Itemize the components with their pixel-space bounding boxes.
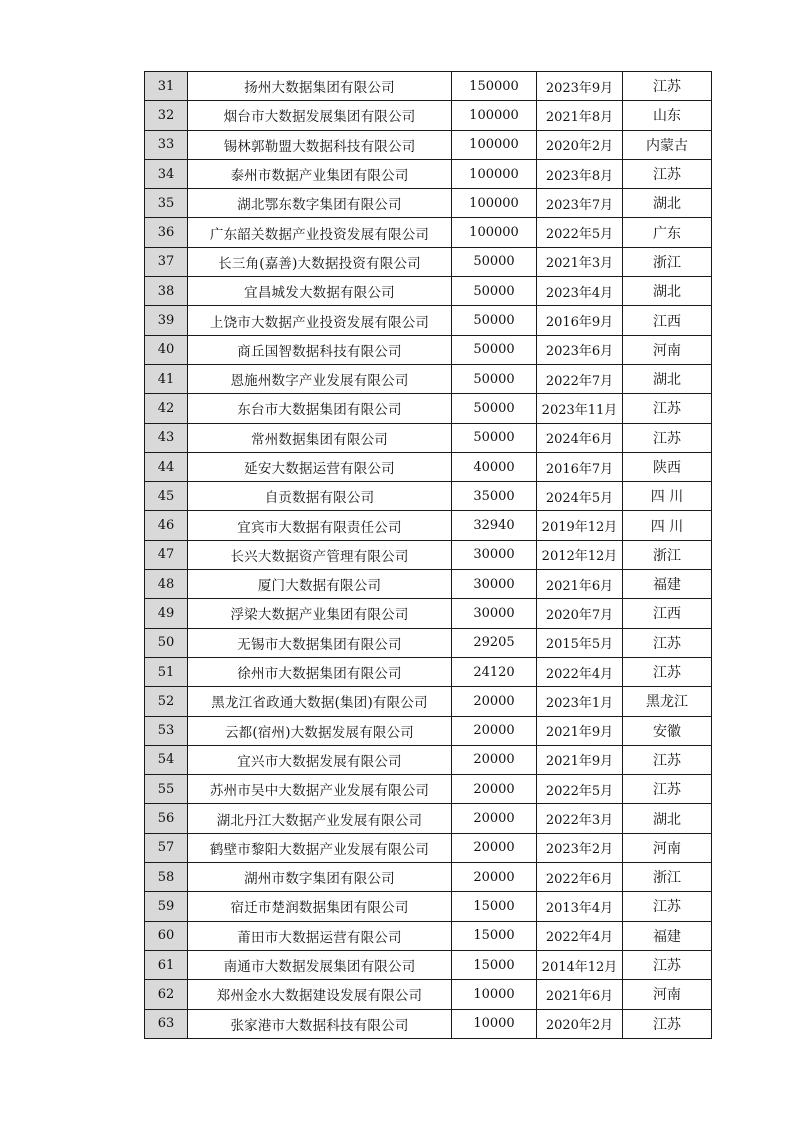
row-index-cell: 31 xyxy=(145,72,188,101)
established-date-cell: 2021年6月 xyxy=(537,980,623,1009)
province-cell: 江苏 xyxy=(623,159,712,188)
row-index-cell: 42 xyxy=(145,394,188,423)
registered-capital-cell: 10000 xyxy=(452,1009,537,1038)
table-row xyxy=(145,277,712,306)
established-date-cell: 2023年9月 xyxy=(537,72,623,101)
established-date-cell: 2021年9月 xyxy=(537,716,623,745)
row-index-cell: 56 xyxy=(145,804,188,833)
row-index-cell: 40 xyxy=(145,335,188,364)
registered-capital-cell: 29205 xyxy=(452,628,537,657)
province-cell: 湖北 xyxy=(623,364,712,393)
row-index-cell: 48 xyxy=(145,570,188,599)
table-row xyxy=(145,599,712,628)
row-index-cell: 60 xyxy=(145,921,188,950)
registered-capital-cell: 15000 xyxy=(452,950,537,979)
table-row xyxy=(145,892,712,921)
province-cell: 江西 xyxy=(623,599,712,628)
established-date-cell: 2021年3月 xyxy=(537,247,623,276)
company-name-cell: 烟台市大数据发展集团有限公司 xyxy=(188,101,452,130)
established-date-cell: 2020年2月 xyxy=(537,1009,623,1038)
row-index-cell: 44 xyxy=(145,452,188,481)
registered-capital-cell: 50000 xyxy=(452,247,537,276)
province-cell: 山东 xyxy=(623,101,712,130)
established-date-cell: 2022年7月 xyxy=(537,364,623,393)
company-name-cell: 浮梁大数据产业集团有限公司 xyxy=(188,599,452,628)
company-name-cell: 苏州市吴中大数据产业发展有限公司 xyxy=(188,775,452,804)
table-row xyxy=(145,745,712,774)
registered-capital-cell: 20000 xyxy=(452,775,537,804)
table-row xyxy=(145,159,712,188)
table-row xyxy=(145,687,712,716)
established-date-cell: 2014年12月 xyxy=(537,950,623,979)
established-date-cell: 2022年5月 xyxy=(537,218,623,247)
registered-capital-cell: 100000 xyxy=(452,189,537,218)
row-index-cell: 58 xyxy=(145,863,188,892)
established-date-cell: 2022年6月 xyxy=(537,863,623,892)
row-index-cell: 46 xyxy=(145,511,188,540)
row-index-cell: 54 xyxy=(145,745,188,774)
company-name-cell: 常州数据集团有限公司 xyxy=(188,423,452,452)
row-index-cell: 62 xyxy=(145,980,188,1009)
province-cell: 江苏 xyxy=(623,72,712,101)
established-date-cell: 2022年3月 xyxy=(537,804,623,833)
registered-capital-cell: 150000 xyxy=(452,72,537,101)
established-date-cell: 2023年6月 xyxy=(537,335,623,364)
registered-capital-cell: 100000 xyxy=(452,101,537,130)
registered-capital-cell: 15000 xyxy=(452,921,537,950)
table-row xyxy=(145,833,712,862)
registered-capital-cell: 32940 xyxy=(452,511,537,540)
table-row xyxy=(145,540,712,569)
row-index-cell: 32 xyxy=(145,101,188,130)
registered-capital-cell: 20000 xyxy=(452,687,537,716)
province-cell: 江苏 xyxy=(623,628,712,657)
row-index-cell: 34 xyxy=(145,159,188,188)
company-name-cell: 扬州大数据集团有限公司 xyxy=(188,72,452,101)
province-cell: 湖北 xyxy=(623,277,712,306)
province-cell: 江苏 xyxy=(623,892,712,921)
registered-capital-cell: 24120 xyxy=(452,657,537,686)
row-index-cell: 50 xyxy=(145,628,188,657)
row-index-cell: 53 xyxy=(145,716,188,745)
company-name-cell: 商丘国智数据科技有限公司 xyxy=(188,335,452,364)
table-row xyxy=(145,482,712,511)
table-row xyxy=(145,980,712,1009)
table-row xyxy=(145,189,712,218)
row-index-cell: 38 xyxy=(145,277,188,306)
established-date-cell: 2021年9月 xyxy=(537,745,623,774)
company-name-cell: 上饶市大数据产业投资发展有限公司 xyxy=(188,306,452,335)
company-name-cell: 广东韶关数据产业投资发展有限公司 xyxy=(188,218,452,247)
company-table xyxy=(144,71,712,1039)
table-row xyxy=(145,804,712,833)
table-row xyxy=(145,657,712,686)
province-cell: 江苏 xyxy=(623,775,712,804)
registered-capital-cell: 50000 xyxy=(452,364,537,393)
company-name-cell: 黑龙江省政通大数据(集团)有限公司 xyxy=(188,687,452,716)
established-date-cell: 2021年8月 xyxy=(537,101,623,130)
row-index-cell: 49 xyxy=(145,599,188,628)
registered-capital-cell: 50000 xyxy=(452,394,537,423)
row-index-cell: 39 xyxy=(145,306,188,335)
registered-capital-cell: 50000 xyxy=(452,423,537,452)
province-cell: 福建 xyxy=(623,921,712,950)
established-date-cell: 2022年5月 xyxy=(537,775,623,804)
table-row xyxy=(145,394,712,423)
company-name-cell: 莆田市大数据运营有限公司 xyxy=(188,921,452,950)
province-cell: 江苏 xyxy=(623,657,712,686)
established-date-cell: 2024年6月 xyxy=(537,423,623,452)
established-date-cell: 2023年8月 xyxy=(537,159,623,188)
table-row xyxy=(145,950,712,979)
registered-capital-cell: 20000 xyxy=(452,833,537,862)
province-cell: 广东 xyxy=(623,218,712,247)
established-date-cell: 2013年4月 xyxy=(537,892,623,921)
registered-capital-cell: 30000 xyxy=(452,599,537,628)
table-row xyxy=(145,335,712,364)
company-name-cell: 延安大数据运营有限公司 xyxy=(188,452,452,481)
company-name-cell: 南通市大数据发展集团有限公司 xyxy=(188,950,452,979)
province-cell: 内蒙古 xyxy=(623,130,712,159)
province-cell: 湖北 xyxy=(623,189,712,218)
established-date-cell: 2019年12月 xyxy=(537,511,623,540)
province-cell: 陕西 xyxy=(623,452,712,481)
company-name-cell: 宿迁市楚润数据集团有限公司 xyxy=(188,892,452,921)
table-row xyxy=(145,570,712,599)
registered-capital-cell: 20000 xyxy=(452,716,537,745)
company-name-cell: 鹤壁市黎阳大数据产业发展有限公司 xyxy=(188,833,452,862)
company-name-cell: 长三角(嘉善)大数据投资有限公司 xyxy=(188,247,452,276)
table-body xyxy=(145,72,712,1039)
row-index-cell: 41 xyxy=(145,364,188,393)
established-date-cell: 2016年7月 xyxy=(537,452,623,481)
province-cell: 江苏 xyxy=(623,950,712,979)
row-index-cell: 55 xyxy=(145,775,188,804)
company-name-cell: 湖州市数字集团有限公司 xyxy=(188,863,452,892)
registered-capital-cell: 15000 xyxy=(452,892,537,921)
table-row xyxy=(145,1009,712,1038)
company-name-cell: 无锡市大数据集团有限公司 xyxy=(188,628,452,657)
established-date-cell: 2022年4月 xyxy=(537,657,623,686)
established-date-cell: 2022年4月 xyxy=(537,921,623,950)
table-row xyxy=(145,364,712,393)
registered-capital-cell: 100000 xyxy=(452,218,537,247)
province-cell: 江苏 xyxy=(623,394,712,423)
company-name-cell: 宜兴市大数据发展有限公司 xyxy=(188,745,452,774)
established-date-cell: 2016年9月 xyxy=(537,306,623,335)
registered-capital-cell: 30000 xyxy=(452,570,537,599)
established-date-cell: 2023年4月 xyxy=(537,277,623,306)
table-row xyxy=(145,452,712,481)
company-name-cell: 自贡数据有限公司 xyxy=(188,482,452,511)
table-row xyxy=(145,716,712,745)
row-index-cell: 61 xyxy=(145,950,188,979)
row-index-cell: 59 xyxy=(145,892,188,921)
table-row xyxy=(145,511,712,540)
registered-capital-cell: 100000 xyxy=(452,130,537,159)
company-name-cell: 锡林郭勒盟大数据科技有限公司 xyxy=(188,130,452,159)
row-index-cell: 43 xyxy=(145,423,188,452)
province-cell: 浙江 xyxy=(623,863,712,892)
established-date-cell: 2012年12月 xyxy=(537,540,623,569)
province-cell: 江苏 xyxy=(623,1009,712,1038)
established-date-cell: 2020年2月 xyxy=(537,130,623,159)
province-cell: 江苏 xyxy=(623,423,712,452)
table-row xyxy=(145,628,712,657)
registered-capital-cell: 35000 xyxy=(452,482,537,511)
company-name-cell: 湖北鄂东数字集团有限公司 xyxy=(188,189,452,218)
province-cell: 福建 xyxy=(623,570,712,599)
company-name-cell: 长兴大数据资产管理有限公司 xyxy=(188,540,452,569)
registered-capital-cell: 50000 xyxy=(452,306,537,335)
table-row xyxy=(145,72,712,101)
established-date-cell: 2023年2月 xyxy=(537,833,623,862)
province-cell: 安徽 xyxy=(623,716,712,745)
registered-capital-cell: 100000 xyxy=(452,159,537,188)
province-cell: 浙江 xyxy=(623,540,712,569)
row-index-cell: 36 xyxy=(145,218,188,247)
row-index-cell: 37 xyxy=(145,247,188,276)
province-cell: 江苏 xyxy=(623,745,712,774)
established-date-cell: 2023年11月 xyxy=(537,394,623,423)
province-cell: 四 川 xyxy=(623,511,712,540)
row-index-cell: 63 xyxy=(145,1009,188,1038)
company-name-cell: 湖北丹江大数据产业发展有限公司 xyxy=(188,804,452,833)
registered-capital-cell: 50000 xyxy=(452,277,537,306)
company-name-cell: 恩施州数字产业发展有限公司 xyxy=(188,364,452,393)
company-table-container xyxy=(144,71,711,1039)
company-name-cell: 宜宾市大数据有限责任公司 xyxy=(188,511,452,540)
province-cell: 河南 xyxy=(623,833,712,862)
company-name-cell: 东台市大数据集团有限公司 xyxy=(188,394,452,423)
row-index-cell: 35 xyxy=(145,189,188,218)
company-name-cell: 张家港市大数据科技有限公司 xyxy=(188,1009,452,1038)
established-date-cell: 2023年7月 xyxy=(537,189,623,218)
table-row xyxy=(145,423,712,452)
table-row xyxy=(145,130,712,159)
table-row xyxy=(145,247,712,276)
table-row xyxy=(145,775,712,804)
company-name-cell: 云都(宿州)大数据发展有限公司 xyxy=(188,716,452,745)
registered-capital-cell: 40000 xyxy=(452,452,537,481)
registered-capital-cell: 30000 xyxy=(452,540,537,569)
row-index-cell: 47 xyxy=(145,540,188,569)
province-cell: 黑龙江 xyxy=(623,687,712,716)
company-name-cell: 厦门大数据有限公司 xyxy=(188,570,452,599)
province-cell: 四 川 xyxy=(623,482,712,511)
company-name-cell: 郑州金水大数据建设发展有限公司 xyxy=(188,980,452,1009)
registered-capital-cell: 20000 xyxy=(452,863,537,892)
company-name-cell: 宜昌城发大数据有限公司 xyxy=(188,277,452,306)
registered-capital-cell: 50000 xyxy=(452,335,537,364)
established-date-cell: 2024年5月 xyxy=(537,482,623,511)
table-row xyxy=(145,863,712,892)
table-row xyxy=(145,306,712,335)
row-index-cell: 45 xyxy=(145,482,188,511)
registered-capital-cell: 10000 xyxy=(452,980,537,1009)
province-cell: 河南 xyxy=(623,980,712,1009)
row-index-cell: 33 xyxy=(145,130,188,159)
table-row xyxy=(145,101,712,130)
province-cell: 江西 xyxy=(623,306,712,335)
row-index-cell: 52 xyxy=(145,687,188,716)
row-index-cell: 57 xyxy=(145,833,188,862)
row-index-cell: 51 xyxy=(145,657,188,686)
registered-capital-cell: 20000 xyxy=(452,745,537,774)
established-date-cell: 2021年6月 xyxy=(537,570,623,599)
table-row xyxy=(145,218,712,247)
established-date-cell: 2015年5月 xyxy=(537,628,623,657)
registered-capital-cell: 20000 xyxy=(452,804,537,833)
province-cell: 河南 xyxy=(623,335,712,364)
company-name-cell: 泰州市数据产业集团有限公司 xyxy=(188,159,452,188)
province-cell: 浙江 xyxy=(623,247,712,276)
established-date-cell: 2023年1月 xyxy=(537,687,623,716)
company-name-cell: 徐州市大数据集团有限公司 xyxy=(188,657,452,686)
table-row xyxy=(145,921,712,950)
established-date-cell: 2020年7月 xyxy=(537,599,623,628)
province-cell: 湖北 xyxy=(623,804,712,833)
